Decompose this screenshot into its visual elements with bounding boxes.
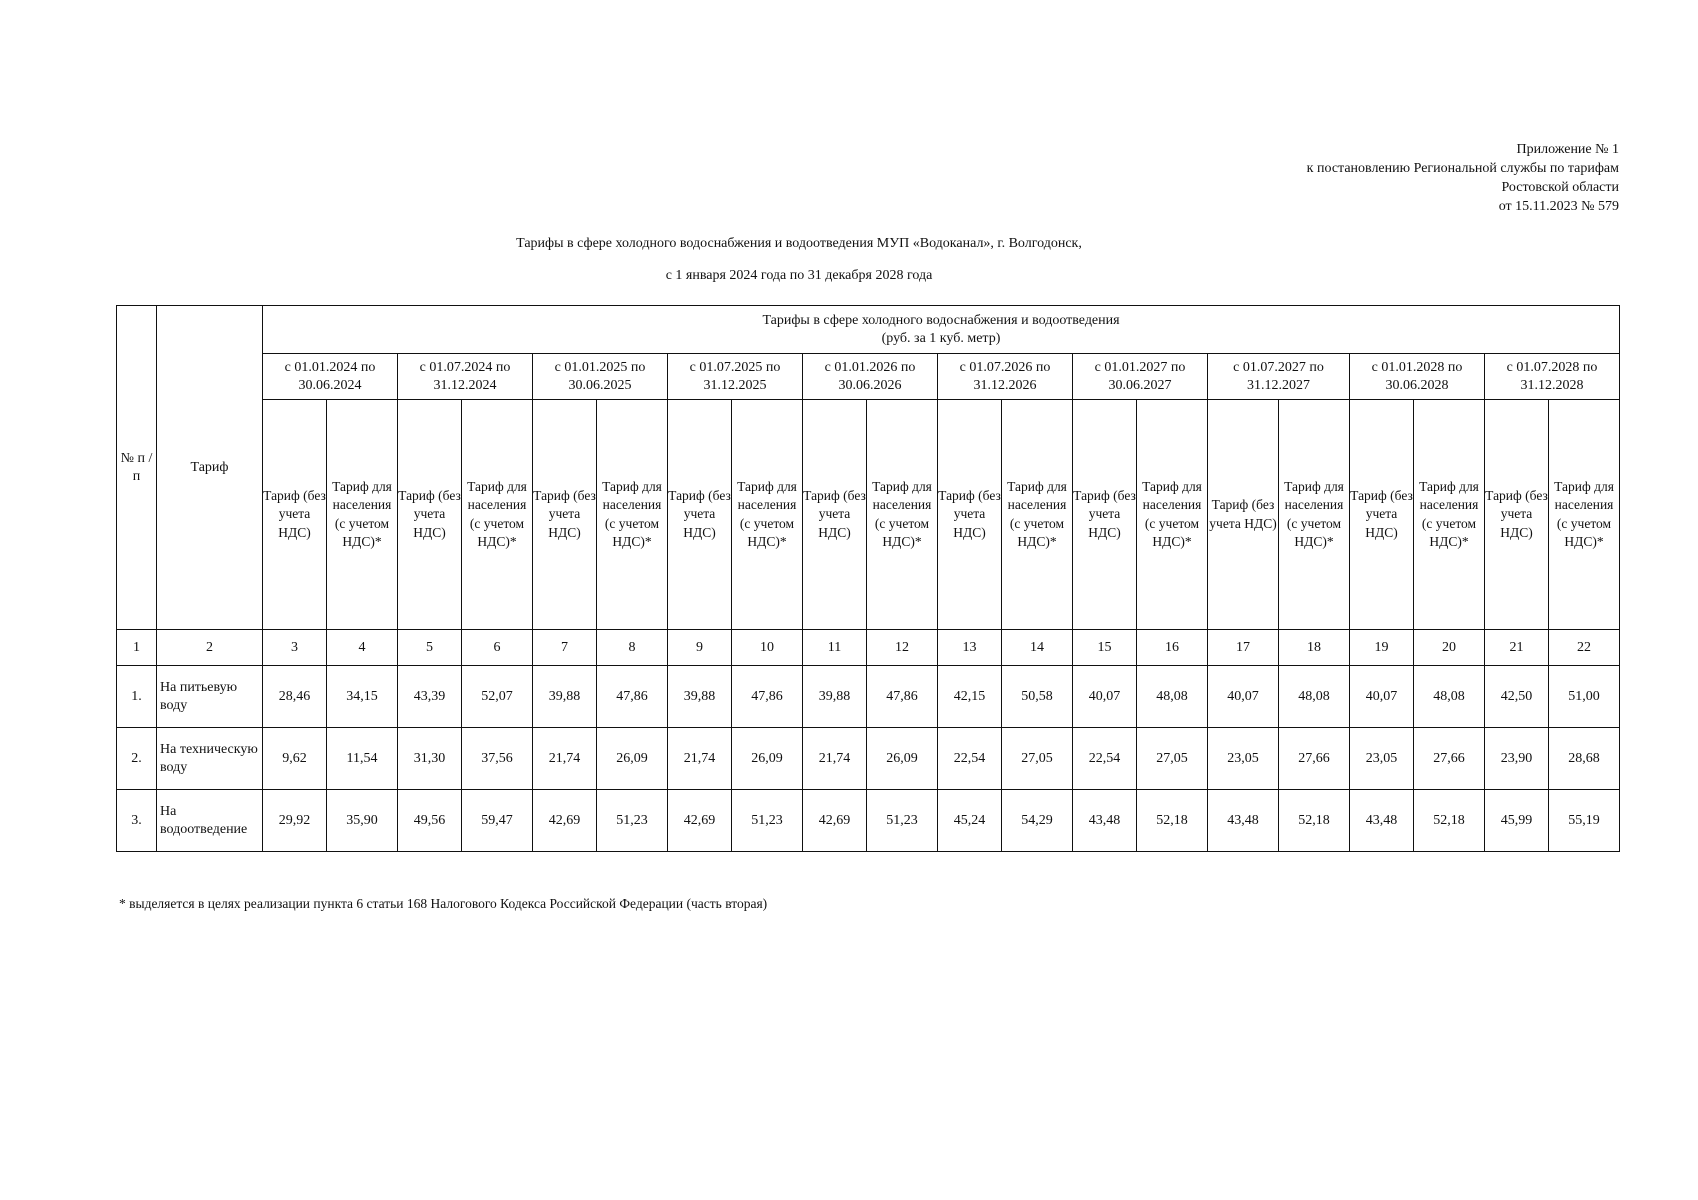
row-number: 1. [117, 666, 157, 728]
tariff-value-cell: 40,07 [1073, 666, 1137, 728]
tariff-value-cell: 34,15 [327, 666, 398, 728]
tariff-value-cell: 54,29 [1002, 790, 1073, 852]
period-header-row [117, 354, 1620, 400]
period-header: с 01.01.2024 по 30.06.2024 [263, 354, 398, 400]
tariff-value-cell: 28,46 [263, 666, 327, 728]
subheader-no-vat: Тариф (без учета НДС) [398, 400, 462, 630]
tariff-value-cell: 26,09 [867, 728, 938, 790]
column-number-row [117, 630, 1620, 666]
column-number: 1 [117, 630, 157, 666]
tariff-value-cell: 52,18 [1414, 790, 1485, 852]
tariff-value-cell: 47,86 [732, 666, 803, 728]
period-header: с 01.01.2028 по 30.06.2028 [1350, 354, 1485, 400]
tariff-value-cell: 21,74 [803, 728, 867, 790]
appendix-line-2: к постановлению Региональной службы по тарифам [1306, 161, 1619, 176]
subheader-row [117, 400, 1620, 630]
column-number: 14 [1002, 630, 1073, 666]
tariff-value-cell: 47,86 [597, 666, 668, 728]
tariff-value-cell: 40,07 [1208, 666, 1279, 728]
header-group-line-1: Тарифы в сфере холодного водоснабжения и водоотведения [762, 312, 1120, 328]
column-number: 7 [533, 630, 597, 666]
appendix-line-4: от 15.11.2023 № 579 [1498, 199, 1619, 214]
tariff-value-cell: 59,47 [462, 790, 533, 852]
tariff-value-cell: 51,00 [1549, 666, 1620, 728]
tariff-value-cell: 31,30 [398, 728, 462, 790]
tariff-value-cell: 35,90 [327, 790, 398, 852]
tariff-value-cell: 45,24 [938, 790, 1002, 852]
tariff-value-cell: 27,66 [1279, 728, 1350, 790]
row-number: 3. [117, 790, 157, 852]
tariff-value-cell: 51,23 [867, 790, 938, 852]
tariff-value-cell: 39,88 [668, 666, 732, 728]
tariff-value-cell: 28,68 [1549, 728, 1620, 790]
column-number: 20 [1414, 630, 1485, 666]
subheader-population: Тариф для населения (с учетом НДС)* [597, 400, 668, 630]
column-number: 22 [1549, 630, 1620, 666]
tariff-value-cell: 27,05 [1002, 728, 1073, 790]
tariff-value-cell: 48,08 [1414, 666, 1485, 728]
subheader-no-vat: Тариф (без учета НДС) [1485, 400, 1549, 630]
header-number: № п /п [117, 306, 157, 630]
column-number: 10 [732, 630, 803, 666]
subheader-population: Тариф для населения (с учетом НДС)* [1137, 400, 1208, 630]
column-number: 12 [867, 630, 938, 666]
period-header: с 01.01.2027 по 30.06.2027 [1073, 354, 1208, 400]
tariff-value-cell: 40,07 [1350, 666, 1414, 728]
tariff-value-cell: 43,48 [1073, 790, 1137, 852]
header-tariff: Тариф [157, 306, 263, 630]
footnote: * выделяется в целях реализации пункта 6 статьи 168 Налогового Кодекса Российской Федерации (часть вторая) [119, 896, 768, 911]
tariff-value-cell: 23,05 [1350, 728, 1414, 790]
row-tariff-name: На водоотведение [157, 790, 263, 852]
tariff-value-cell: 26,09 [732, 728, 803, 790]
period-header: с 01.01.2025 по 30.06.2025 [533, 354, 668, 400]
document-title: Тарифы в сфере холодного водоснабжения и водоотведения МУП «Водоканал», г. Волгодонск, [516, 236, 1082, 251]
row-tariff-name: На питьевую воду [157, 666, 263, 728]
table-row [117, 790, 1620, 852]
tariff-value-cell: 27,05 [1137, 728, 1208, 790]
header-group [263, 306, 1620, 354]
tariff-value-cell: 37,56 [462, 728, 533, 790]
subheader-population: Тариф для населения (с учетом НДС)* [732, 400, 803, 630]
tariff-value-cell: 52,07 [462, 666, 533, 728]
column-number: 9 [668, 630, 732, 666]
column-number: 21 [1485, 630, 1549, 666]
appendix-line-3: Ростовской области [1501, 180, 1619, 195]
subheader-no-vat: Тариф (без учета НДС) [1073, 400, 1137, 630]
column-number: 6 [462, 630, 533, 666]
tariff-value-cell: 42,69 [803, 790, 867, 852]
tariff-value-cell: 42,69 [668, 790, 732, 852]
appendix-block [1139, 140, 1619, 216]
tariff-value-cell: 22,54 [1073, 728, 1137, 790]
tariff-value-cell: 42,15 [938, 666, 1002, 728]
column-number: 17 [1208, 630, 1279, 666]
column-number: 2 [157, 630, 263, 666]
tariff-value-cell: 43,39 [398, 666, 462, 728]
period-header: с 01.07.2028 по 31.12.2028 [1485, 354, 1620, 400]
tariff-value-cell: 11,54 [327, 728, 398, 790]
tariff-value-cell: 23,90 [1485, 728, 1549, 790]
subheader-population: Тариф для населения (с учетом НДС)* [1279, 400, 1350, 630]
tariff-value-cell: 52,18 [1137, 790, 1208, 852]
column-number: 16 [1137, 630, 1208, 666]
tariff-value-cell: 43,48 [1350, 790, 1414, 852]
subheader-no-vat: Тариф (без учета НДС) [263, 400, 327, 630]
tariff-value-cell: 55,19 [1549, 790, 1620, 852]
tariff-value-cell: 39,88 [803, 666, 867, 728]
tariff-value-cell: 48,08 [1137, 666, 1208, 728]
subheader-no-vat: Тариф (без учета НДС) [1208, 400, 1279, 630]
subheader-no-vat: Тариф (без учета НДС) [1350, 400, 1414, 630]
column-number: 15 [1073, 630, 1137, 666]
tariff-value-cell: 42,50 [1485, 666, 1549, 728]
document-subtitle: с 1 января 2024 года по 31 декабря 2028 года [665, 268, 933, 283]
tariff-value-cell: 26,09 [597, 728, 668, 790]
column-number: 18 [1279, 630, 1350, 666]
row-tariff-name: На техническую воду [157, 728, 263, 790]
subheader-population: Тариф для населения (с учетом НДС)* [1002, 400, 1073, 630]
column-number: 3 [263, 630, 327, 666]
subheader-population: Тариф для населения (с учетом НДС)* [867, 400, 938, 630]
period-header: с 01.01.2026 по 30.06.2026 [803, 354, 938, 400]
header-group-line-2: (руб. за 1 куб. метр) [881, 330, 1001, 346]
tariff-value-cell: 51,23 [597, 790, 668, 852]
column-number: 11 [803, 630, 867, 666]
tariff-value-cell: 43,48 [1208, 790, 1279, 852]
tariff-value-cell: 29,92 [263, 790, 327, 852]
column-number: 19 [1350, 630, 1414, 666]
tariff-value-cell: 42,69 [533, 790, 597, 852]
column-number: 5 [398, 630, 462, 666]
subheader-population: Тариф для населения (с учетом НДС)* [1549, 400, 1620, 630]
subheader-population: Тариф для населения (с учетом НДС)* [327, 400, 398, 630]
tariff-value-cell: 48,08 [1279, 666, 1350, 728]
period-header: с 01.07.2025 по 31.12.2025 [668, 354, 803, 400]
subheader-population: Тариф для населения (с учетом НДС)* [462, 400, 533, 630]
tariff-value-cell: 51,23 [732, 790, 803, 852]
table-row [117, 666, 1620, 728]
tariff-value-cell: 21,74 [533, 728, 597, 790]
tariff-value-cell: 49,56 [398, 790, 462, 852]
period-header: с 01.07.2024 по 31.12.2024 [398, 354, 533, 400]
tariff-value-cell: 45,99 [1485, 790, 1549, 852]
period-header: с 01.07.2027 по 31.12.2027 [1208, 354, 1350, 400]
tariff-value-cell: 47,86 [867, 666, 938, 728]
table-row [117, 728, 1620, 790]
period-header: с 01.07.2026 по 31.12.2026 [938, 354, 1073, 400]
tariff-value-cell: 39,88 [533, 666, 597, 728]
tariff-value-cell: 23,05 [1208, 728, 1279, 790]
subheader-no-vat: Тариф (без учета НДС) [803, 400, 867, 630]
appendix-line-1: Приложение № 1 [1516, 142, 1619, 157]
row-number: 2. [117, 728, 157, 790]
subheader-no-vat: Тариф (без учета НДС) [938, 400, 1002, 630]
column-number: 4 [327, 630, 398, 666]
tariff-table [116, 305, 1620, 852]
subheader-no-vat: Тариф (без учета НДС) [533, 400, 597, 630]
subheader-population: Тариф для населения (с учетом НДС)* [1414, 400, 1485, 630]
tariff-value-cell: 21,74 [668, 728, 732, 790]
tariff-value-cell: 22,54 [938, 728, 1002, 790]
tariff-value-cell: 9,62 [263, 728, 327, 790]
column-number: 13 [938, 630, 1002, 666]
tariff-value-cell: 50,58 [1002, 666, 1073, 728]
column-number: 8 [597, 630, 668, 666]
subheader-no-vat: Тариф (без учета НДС) [668, 400, 732, 630]
tariff-value-cell: 27,66 [1414, 728, 1485, 790]
tariff-value-cell: 52,18 [1279, 790, 1350, 852]
